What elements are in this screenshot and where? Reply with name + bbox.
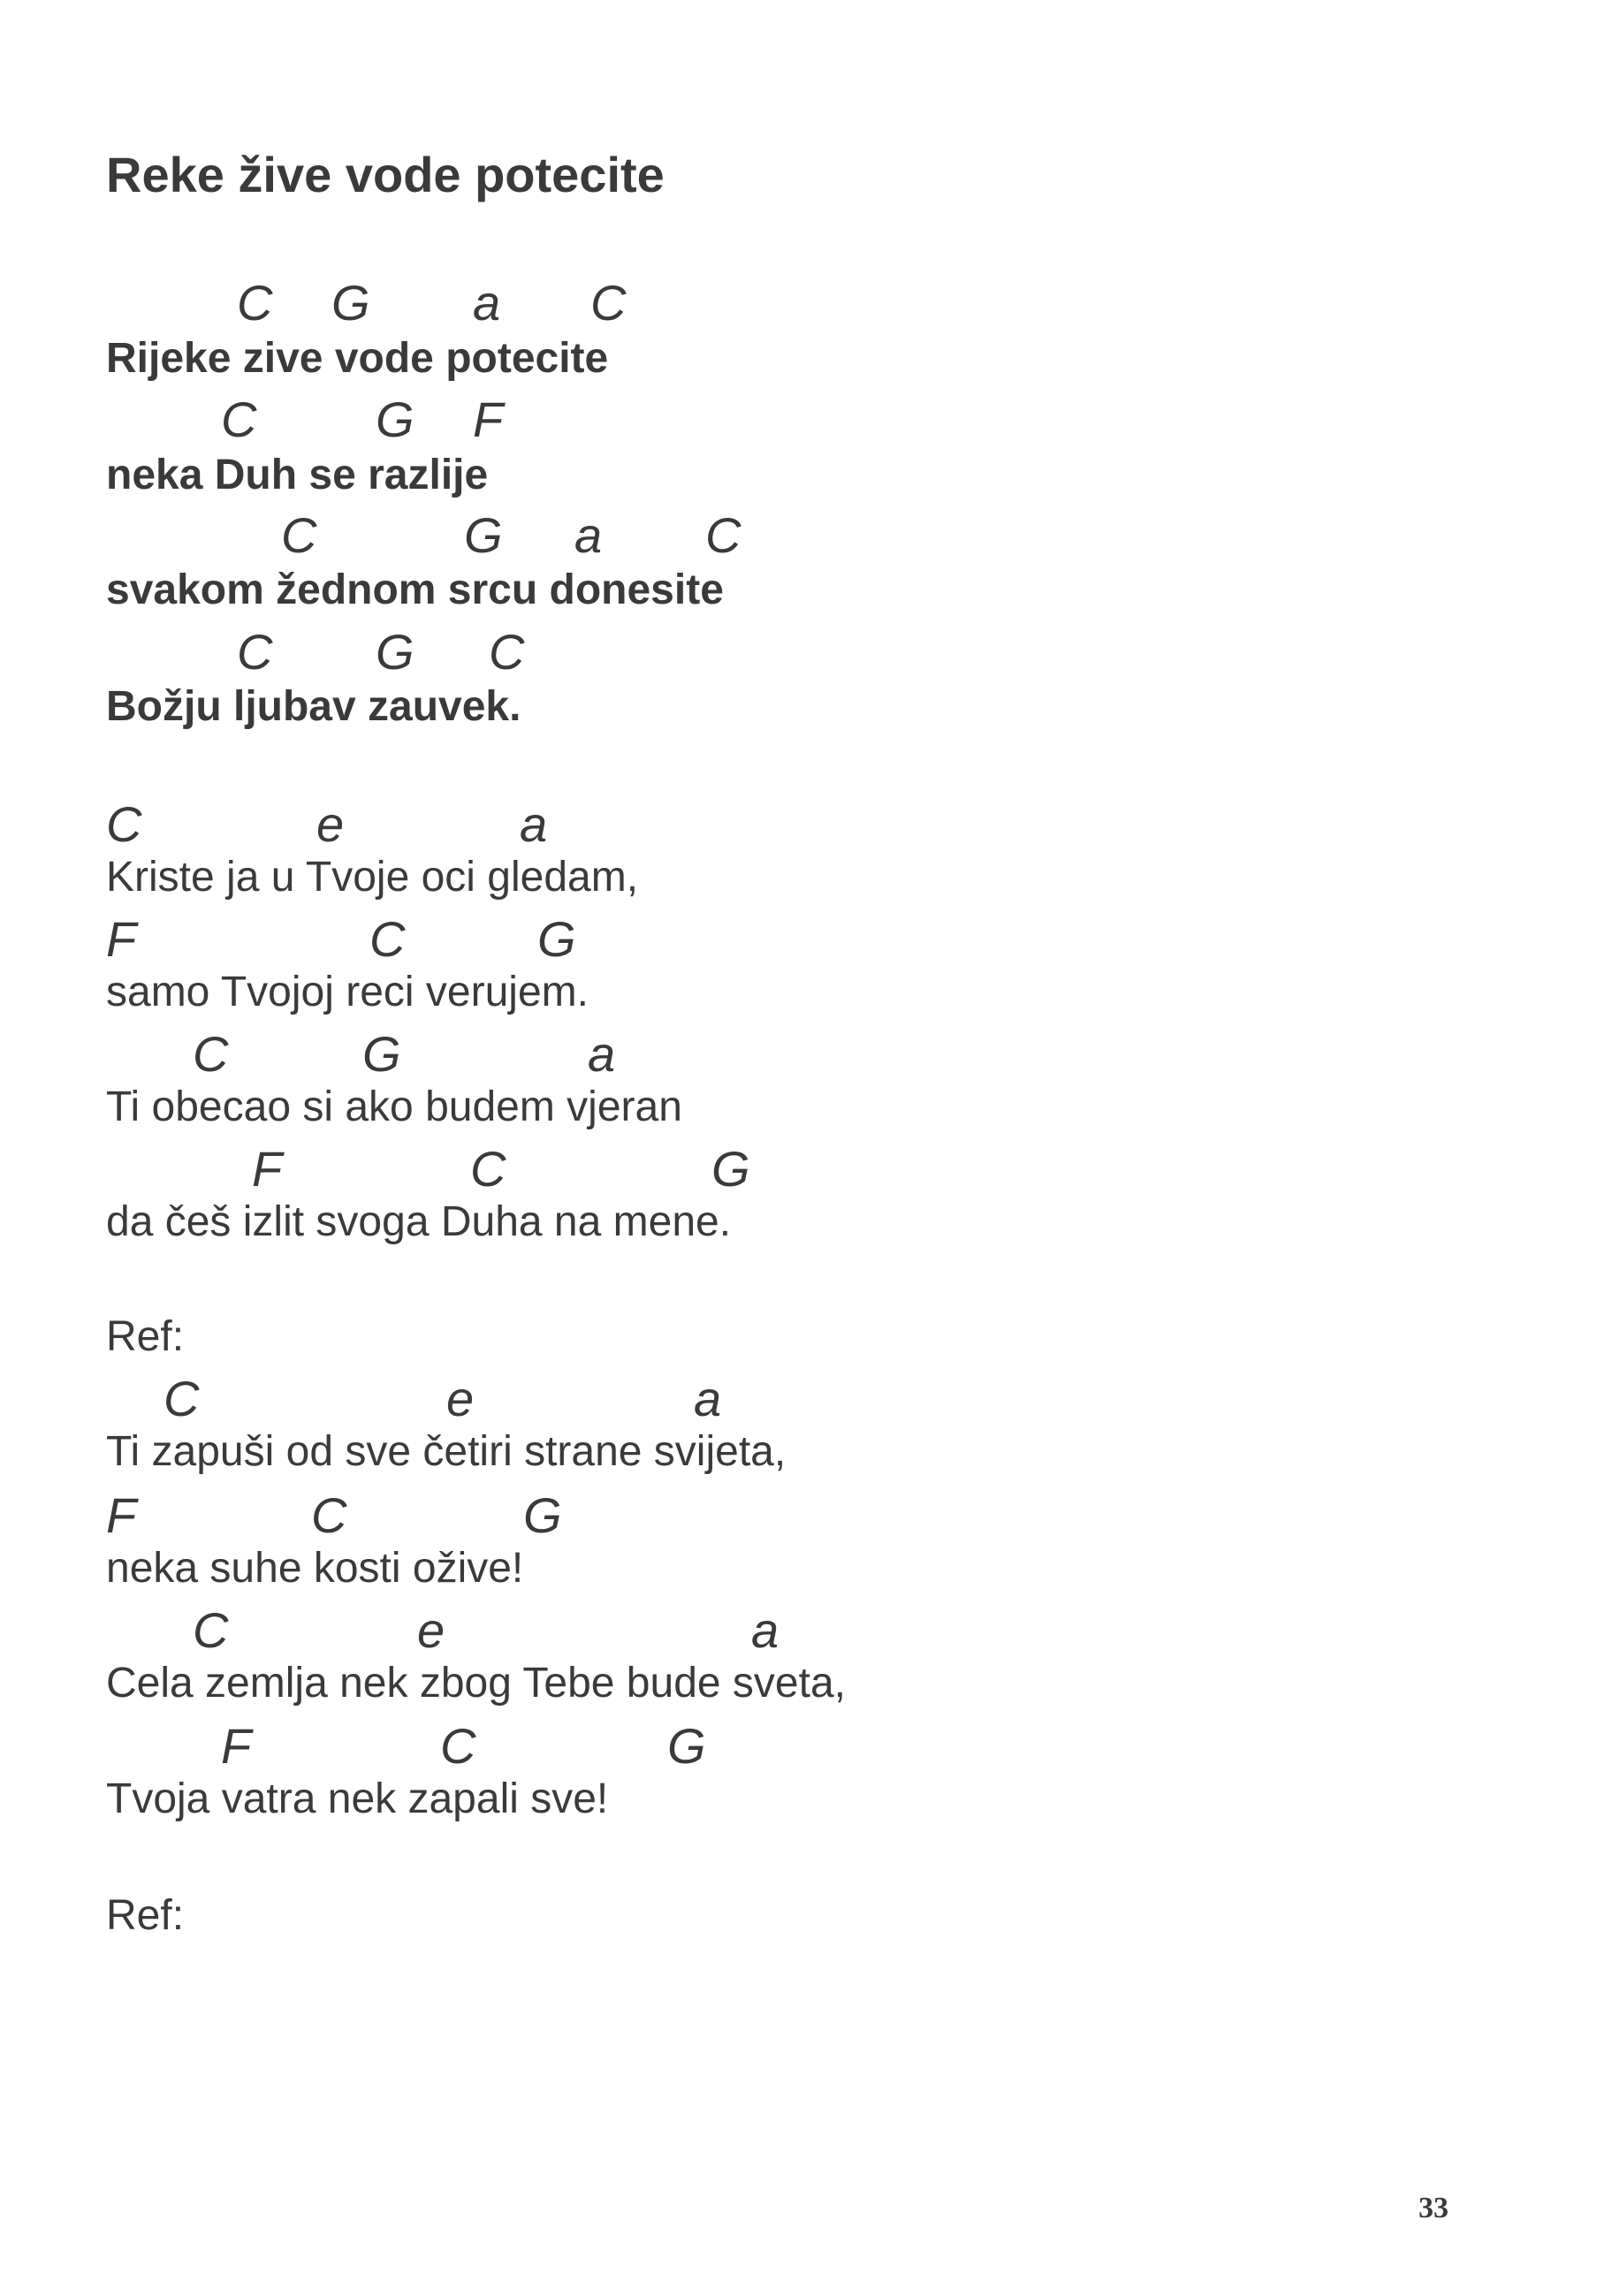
chord: G bbox=[523, 1487, 562, 1543]
chord: C bbox=[369, 911, 406, 967]
chord: C bbox=[470, 1141, 506, 1197]
chord: a bbox=[751, 1602, 779, 1658]
refrain-marker: Ref: bbox=[106, 1313, 185, 1360]
chord: e bbox=[316, 796, 345, 852]
lyric-line: Tvoja vatra nek zapali sve! bbox=[106, 1775, 609, 1822]
lyric-line: Kriste ja u Tvoje oci gledam, bbox=[106, 854, 639, 901]
chord: F bbox=[106, 911, 137, 967]
chord: G bbox=[362, 1026, 401, 1082]
lyric-line: Cela zemlja nek zbog Tebe bude sveta, bbox=[106, 1660, 846, 1707]
chord: C bbox=[590, 275, 627, 331]
chord: F bbox=[221, 1718, 252, 1774]
chord: C bbox=[489, 624, 525, 680]
chord: G bbox=[376, 392, 414, 447]
lyric-line: svakom žednom srcu donesite bbox=[106, 566, 724, 613]
chord-line bbox=[0, 1140, 1597, 1197]
chord: a bbox=[520, 796, 548, 852]
lyric-line: Ti zapuši od sve četiri strane svijeta, bbox=[106, 1428, 787, 1475]
chord: F bbox=[106, 1487, 137, 1543]
chord: C bbox=[440, 1718, 476, 1774]
chord: a bbox=[473, 275, 501, 331]
chord: a bbox=[588, 1026, 616, 1082]
chord-line bbox=[0, 623, 1597, 680]
chord: C bbox=[237, 275, 273, 331]
chord-line bbox=[0, 274, 1597, 331]
lyric-line: Ti obecao si ako budem vjeran bbox=[106, 1083, 682, 1130]
chord: G bbox=[464, 507, 503, 563]
chord: F bbox=[252, 1141, 283, 1197]
chord: G bbox=[667, 1718, 706, 1774]
chord-line bbox=[0, 1370, 1597, 1426]
chord: e bbox=[446, 1371, 475, 1426]
lyric-line: neka suhe kosti ožive! bbox=[106, 1545, 524, 1592]
chord: C bbox=[281, 507, 317, 563]
chord: C bbox=[193, 1026, 229, 1082]
lyric-line: da češ izlit svoga Duha na mene. bbox=[106, 1198, 732, 1245]
chord: C bbox=[311, 1487, 347, 1543]
chord-line bbox=[0, 1486, 1597, 1543]
chord: C bbox=[237, 624, 273, 680]
lyric-line: neka Duh se razlije bbox=[106, 452, 489, 498]
chord-line bbox=[0, 391, 1597, 447]
chord: G bbox=[331, 275, 370, 331]
refrain-marker: Ref: bbox=[106, 1892, 185, 1939]
lyric-line: samo Tvojoj reci verujem. bbox=[106, 969, 589, 1015]
chord: a bbox=[574, 507, 603, 563]
lyric-line: Rijeke zive vode potecite bbox=[106, 335, 609, 382]
chord-line bbox=[0, 506, 1597, 563]
chord: F bbox=[473, 392, 504, 447]
chord-line bbox=[0, 1025, 1597, 1082]
chord-line bbox=[0, 1601, 1597, 1658]
chord: a bbox=[694, 1371, 722, 1426]
chord: C bbox=[705, 507, 741, 563]
chord: G bbox=[537, 911, 576, 967]
chord: G bbox=[376, 624, 414, 680]
lyric-line: Božju ljubav zauvek. bbox=[106, 683, 521, 730]
chord: G bbox=[711, 1141, 750, 1197]
chord: e bbox=[417, 1602, 445, 1658]
page-number: 33 bbox=[1418, 2192, 1449, 2224]
chord-line bbox=[0, 910, 1597, 967]
chord-line bbox=[0, 795, 1597, 852]
chord-line bbox=[0, 1717, 1597, 1774]
chord: C bbox=[221, 392, 257, 447]
chord: C bbox=[193, 1602, 229, 1658]
chord: C bbox=[106, 796, 142, 852]
song-title: Reke žive vode potecite bbox=[106, 147, 665, 202]
chord: C bbox=[164, 1371, 200, 1426]
